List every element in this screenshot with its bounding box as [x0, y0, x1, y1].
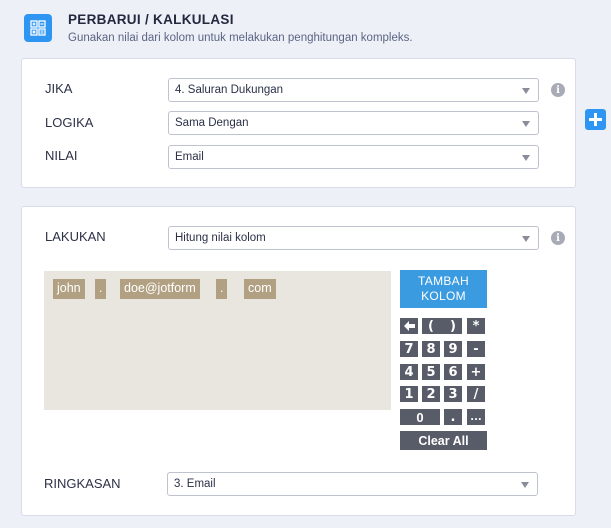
do-action-value: Hitung nilai kolom	[175, 232, 266, 244]
summary-value: 3. Email	[174, 478, 216, 490]
logic-value: Sama Dengan	[175, 117, 249, 129]
info-icon[interactable]: i	[551, 83, 565, 97]
key-5[interactable]: 5	[422, 364, 440, 380]
chevron-down-icon	[522, 88, 530, 94]
key-divide[interactable]: /	[467, 386, 485, 402]
key-dot[interactable]: .	[444, 409, 462, 425]
chevron-down-icon	[522, 236, 530, 242]
key-9[interactable]: 9	[444, 341, 462, 357]
formula-token[interactable]: john	[53, 279, 85, 299]
action-panel	[21, 206, 576, 516]
key-7[interactable]: 7	[400, 341, 418, 357]
calculator-icon	[24, 14, 52, 42]
add-condition-button[interactable]	[585, 109, 606, 130]
summary-label: RINGKASAN	[44, 476, 121, 491]
if-field-value: 4. Saluran Dukungan	[175, 84, 284, 96]
logic-select[interactable]	[168, 111, 539, 135]
add-field-label-line1: TAMBAH	[418, 274, 469, 288]
key-4[interactable]: 4	[400, 364, 418, 380]
if-label: JIKA	[45, 81, 73, 96]
page-title: PERBARUI / KALKULASI	[68, 12, 234, 27]
value-select[interactable]	[168, 145, 539, 169]
add-field-label-line2: KOLOM	[421, 289, 466, 303]
formula-token[interactable]: .	[95, 279, 106, 299]
key-1[interactable]: 1	[400, 386, 418, 402]
logic-label: LOGIKA	[45, 115, 94, 130]
formula-token[interactable]: .	[216, 279, 227, 299]
info-icon[interactable]: i	[551, 231, 565, 245]
key-close-paren[interactable]: )	[444, 318, 462, 334]
value-label: NILAI	[45, 148, 78, 163]
formula-area[interactable]	[44, 271, 391, 410]
key-3[interactable]: 3	[444, 386, 462, 402]
clear-all-button[interactable]: Clear All	[400, 431, 487, 450]
do-label: LAKUKAN	[45, 229, 106, 244]
key-open-paren[interactable]: (	[422, 318, 440, 334]
key-2[interactable]: 2	[422, 386, 440, 402]
formula-token[interactable]: com	[244, 279, 276, 299]
chevron-down-icon	[522, 121, 530, 127]
chevron-down-icon	[521, 482, 529, 488]
key-8[interactable]: 8	[422, 341, 440, 357]
key-6[interactable]: 6	[444, 364, 462, 380]
add-field-button[interactable]	[400, 270, 487, 308]
page-subtitle: Gunakan nilai dari kolom untuk melakukan penghitungan kompleks.	[68, 32, 413, 44]
key-minus[interactable]: -	[467, 341, 485, 357]
condition-panel	[21, 58, 576, 188]
chevron-down-icon	[522, 155, 530, 161]
do-action-select[interactable]	[168, 226, 539, 250]
formula-token[interactable]: doe@jotform	[120, 279, 200, 299]
value-value: Email	[175, 151, 204, 163]
key-more[interactable]: ...	[467, 409, 485, 425]
key-plus[interactable]: +	[467, 364, 485, 380]
plus-icon	[589, 113, 602, 126]
if-field-select[interactable]	[168, 78, 539, 102]
key-multiply[interactable]: *	[467, 318, 485, 334]
key-0[interactable]: 0	[400, 409, 440, 425]
summary-select[interactable]	[167, 472, 538, 496]
